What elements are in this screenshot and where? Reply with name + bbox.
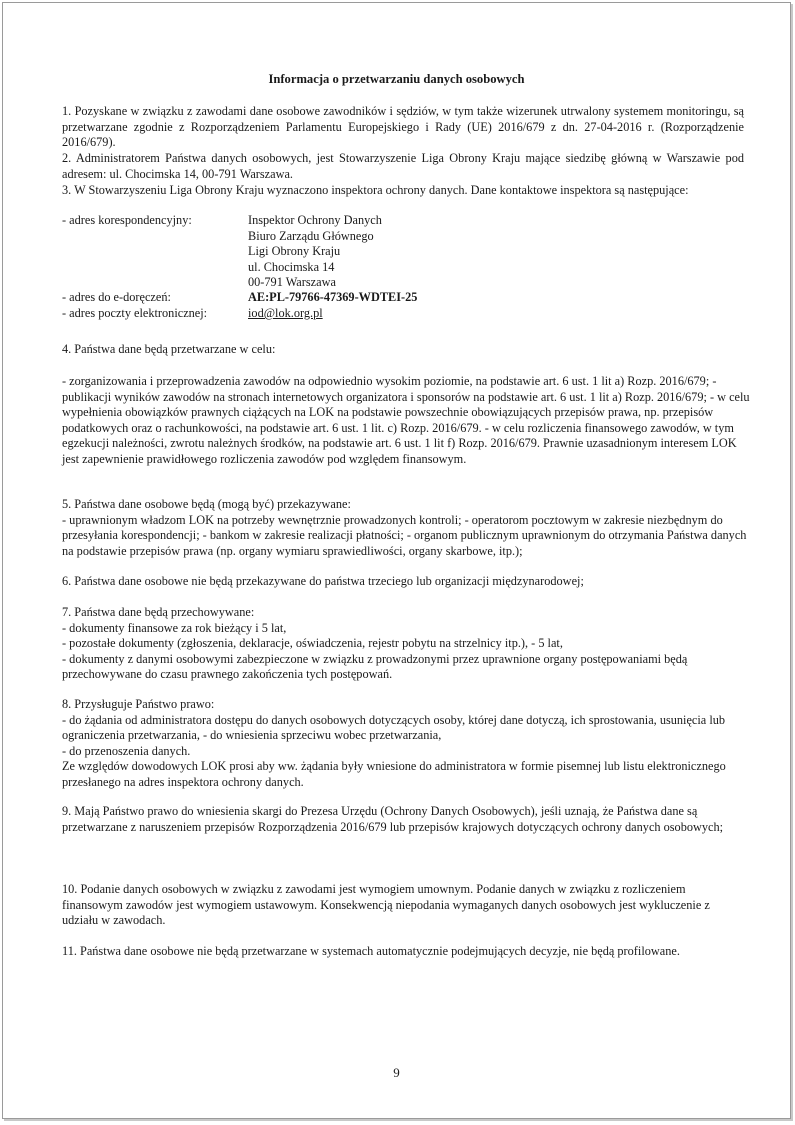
section-8: 8. Przysługuje Państwo prawo: - do żądania od administratora dostępu do danych osobowych dotyczących osoby, której dane dotyczą, ich sprostowania, usunięcia lub ograniczenia przetwarzania, - do wniesienia sprzeciwu wobec przetwarzania, - do przenoszenia danych. Ze względów dowodowych LOK prosi aby ww. żądania były wniesione do administratora w formie pisemnej lub listu elektronicznego przesłanego na adres inspektora ochrony danych. (62, 697, 726, 789)
section-2: 2. Administratorem Państwa danych osobowych, jest Stowarzyszenie Liga Obrony Kraju mające siedzibę główną w Warszawie pod adresem: ul. Chocimska 14, 00-791 Warszawa. (62, 151, 744, 181)
section-9: 9. Mają Państwo prawo do wniesienia skargi do Prezesa Urzędu (Ochrony Danych Osobowych), jeśli uznają, że Państwa dane są przetwarzane z naruszeniem przepisów Rozporządzenia 2016/679 lub przepisów krajowych dotyczących ochrony danych osobowych; (62, 804, 724, 834)
section-5: 5. Państwa dane osobowe będą (mogą być) przekazywane: - uprawnionym władzom LOK na potrzeby wewnętrznie prowadzonych kontroli; - operatorom pocztowym w zakresie niezbędnym do przesyłania korespondencji; - bankom w zakresie realizacji płatności; - organom publicznym uprawnionym do otrzymania Państwa danych na podstawie przepisów prawa (np. organy wymiaru sprawiedliwości, organy skarbowe, itp.); (62, 497, 747, 558)
section-4-body: - zorganizowania i przeprowadzenia zawodów na odpowiednio wysokim poziomie, na podstawie art. 6 ust. 1 lit a) Rozp. 2016/679; - publikacji wyników zawodów na stronach internetowych organizatora i sponsorów na podstawie art. 6 ust. 1 lit a) Rozp. 2016/679; - w celu wypełnienia obowiązków prawnych ciążących na LOK na podstawie powszechnie obowiązujących przepisów prawa, np. przepisów podatkowych oraz o rachunkowości, na podstawie art. 6 ust. 1 lit. c) Rozp. 2016/679. - w celu rozliczenia finansowego zawodów, w tym egzekucji należności, zwrotu należnych środków, na podstawie art. 6 ust. 1 lit f) Rozp. 2016/679. Prawnie uzasadnionym interesem LOK jest zapewnienie prawidłowego rozliczenia zawodów pod względem finansowym. (62, 374, 750, 466)
address-line: Inspektor Ochrony Danych (248, 213, 382, 227)
address-line: ul. Chocimska 14 (248, 260, 335, 274)
address-line: Biuro Zarządu Głównego (248, 229, 374, 243)
address-line: Ligi Obrony Kraju (248, 244, 341, 258)
document-title: Informacja o przetwarzaniu danych osobowych (268, 72, 525, 86)
section-1: 1. Pozyskane w związku z zawodami dane osobowe zawodników i sędziów, w tym także wizerunek utrwalony systemem monitoringu, są przetwarzane zgodnie z Rozporządzeniem Parlamentu Europejskiego i Rady (UE) 2016/679 z dn. 27-04-2016 r. (Rozporządzenie 2016/679). (62, 104, 744, 150)
email-label: - adres poczty elektronicznej: (62, 306, 208, 320)
email-link[interactable]: iod@lok.org.pl (248, 306, 323, 320)
page-number: 9 (393, 1065, 400, 1080)
document-page (2, 2, 791, 1119)
section-7: 7. Państwa dane będą przechowywane: - dokumenty finansowe za rok bieżący i 5 lat, - pozostałe dokumenty (zgłoszenia, deklaracje, oświadczenia, rejestr pobytu na strzelnicy itp.), - 5 lat, - dokumenty z danymi osobowymi zabezpieczone w związku z prowadzonymi przez uprawnione organy postępowaniami będą przechowywane do czasu prawnego zakończenia tych postępowań. (62, 605, 688, 682)
edelivery-address: AE:PL-79766-47369-WDTEI-25 (248, 290, 418, 304)
section-11: 11. Państwa dane osobowe nie będą przetwarzane w systemach automatycznie podejmujących decyzje, nie będą profilowane. (62, 944, 680, 958)
address-label: - adres korespondencyjny: (62, 213, 192, 227)
section-4-heading: 4. Państwa dane będą przetwarzane w celu: (62, 342, 276, 356)
section-6: 6. Państwa dane osobowe nie będą przekazywane do państwa trzeciego lub organizacji międzynarodowej; (62, 574, 584, 588)
address-line: 00-791 Warszawa (248, 275, 336, 289)
edelivery-label: - adres do e-doręczeń: (62, 290, 171, 304)
section-10: 10. Podanie danych osobowych w związku z zawodami jest wymogiem umownym. Podanie danych w związku z rozliczeniem finansowym zawodów jest wymogiem ustawowym. Konsekwencją niepodania wymaganych danych osobowych jest wykluczenie z udziału w zawodach. (62, 882, 710, 928)
section-3: 3. W Stowarzyszeniu Liga Obrony Kraju wyznaczono inspektora ochrony danych. Dane kontaktowe inspektora są następujące: (62, 183, 689, 197)
